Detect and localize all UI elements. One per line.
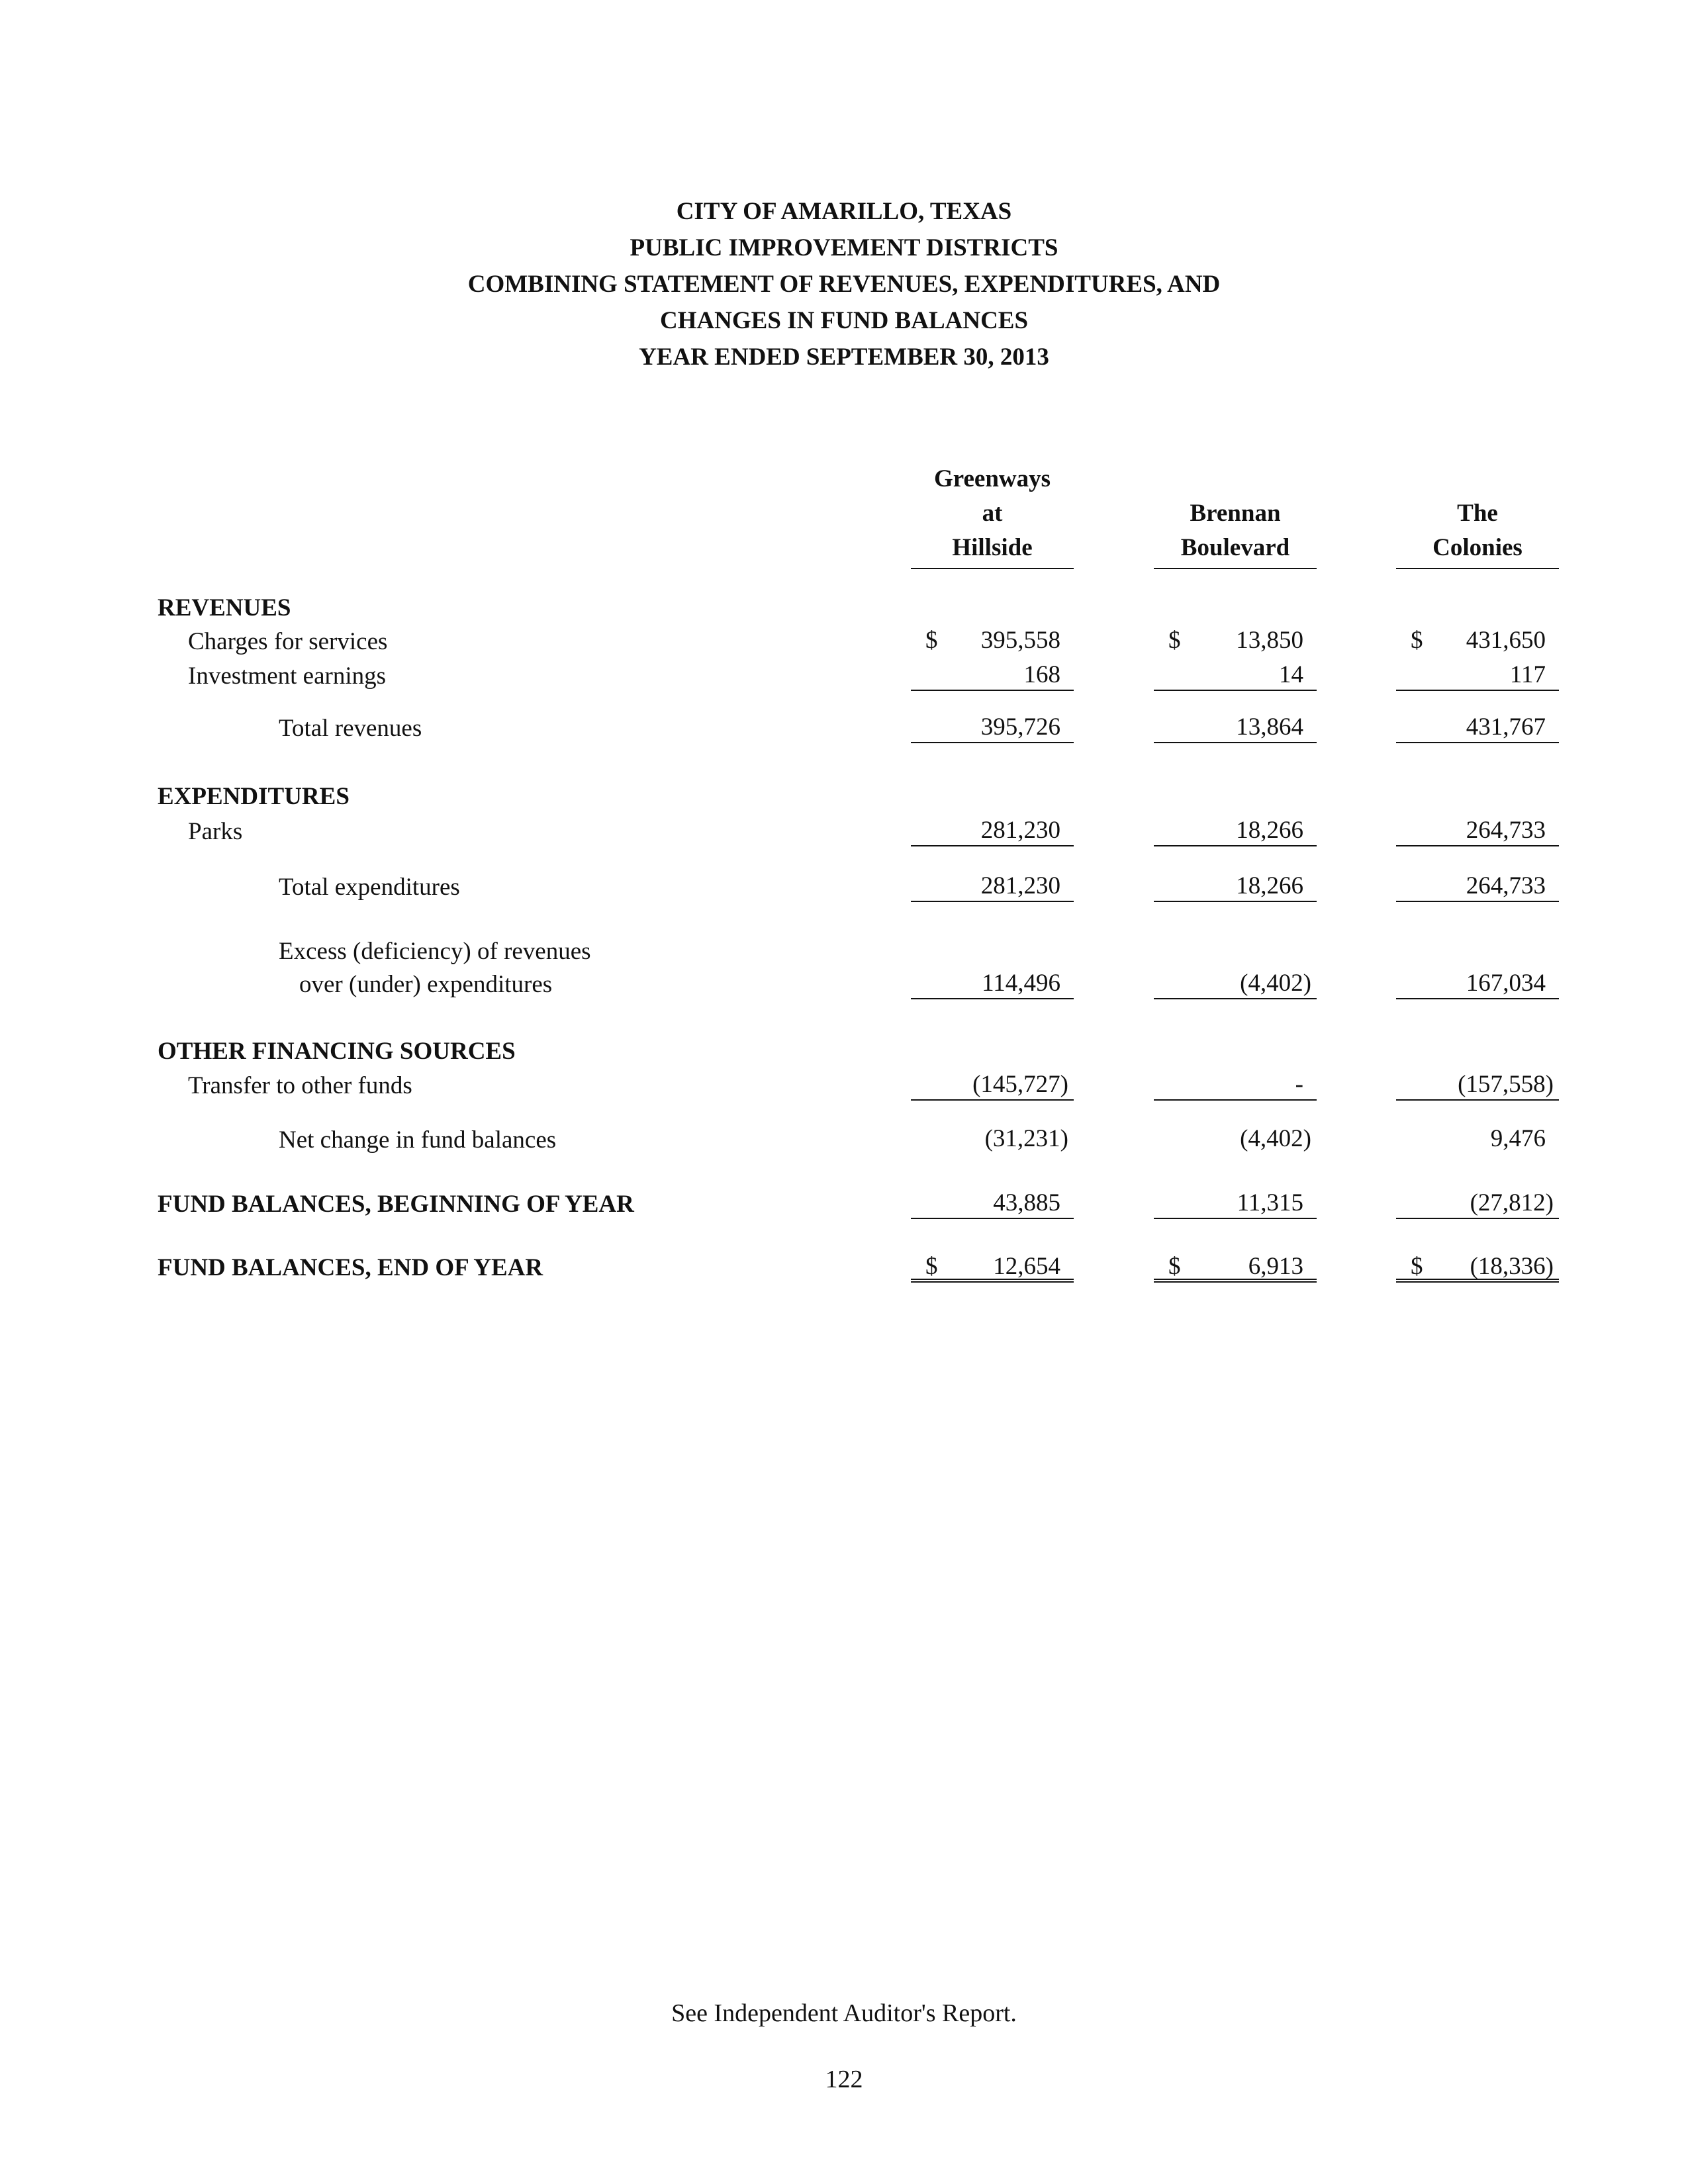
cell-value: (4,402): [1240, 1125, 1311, 1152]
cell-value: 395,558: [980, 627, 1060, 654]
cell-value: (145,727): [972, 1071, 1068, 1098]
row-label: Total expenditures: [279, 874, 460, 901]
column-header-line: Boulevard: [1180, 534, 1290, 561]
cell-value: 395,726: [980, 713, 1060, 741]
cell-value: 14: [1279, 661, 1303, 688]
cell-value: 431,650: [1466, 627, 1546, 654]
cell-value: 168: [1023, 661, 1060, 688]
row-total-revenues: [0, 711, 1688, 746]
section-heading: OTHER FINANCING SOURCES: [158, 1038, 516, 1065]
cell-value: 281,230: [980, 817, 1060, 844]
row-excess-label-line1: [0, 934, 1688, 969]
auditor-report-note: See Independent Auditor's Report.: [671, 1999, 1017, 2027]
cell-brennan: [1154, 1123, 1317, 1155]
cell-value: 281,230: [980, 872, 1060, 899]
currency-symbol: $: [1168, 627, 1181, 654]
cell-colonies: [1396, 711, 1559, 743]
column-header-line: at: [982, 500, 1003, 527]
cell-greenways: [911, 711, 1074, 743]
title-period: YEAR ENDED SEPTEMBER 30, 2013: [639, 343, 1049, 371]
cell-value: 18,266: [1236, 872, 1303, 899]
cell-value: -: [1295, 1071, 1303, 1098]
section-heading: REVENUES: [158, 594, 291, 621]
cell-value: 11,315: [1237, 1189, 1303, 1216]
title-statement-cont: CHANGES IN FUND BALANCES: [659, 307, 1029, 334]
cell-brennan: [1154, 1187, 1317, 1219]
row-label: FUND BALANCES, END OF YEAR: [158, 1254, 543, 1281]
section-expenditures: [0, 780, 1688, 814]
cell-colonies: [1396, 659, 1559, 691]
column-header-line: The: [1457, 500, 1498, 527]
cell-colonies: [1396, 968, 1559, 999]
cell-colonies: [1396, 1069, 1559, 1101]
column-header-line: Colonies: [1432, 534, 1523, 561]
cell-brennan: [1154, 659, 1317, 691]
cell-brennan: [1154, 870, 1317, 902]
cell-value: 431,767: [1466, 713, 1546, 741]
section-revenues: [0, 591, 1688, 625]
cell-value: 264,733: [1466, 872, 1546, 899]
cell-brennan: [1154, 1069, 1317, 1101]
currency-symbol: $: [1411, 627, 1423, 654]
title-statement: COMBINING STATEMENT OF REVENUES, EXPENDITURES, AND: [467, 271, 1221, 298]
column-header-brennan: [1154, 496, 1317, 569]
cell-value: (27,812): [1470, 1189, 1554, 1216]
cell-colonies: [1396, 815, 1559, 846]
cell-greenways: [911, 815, 1074, 846]
cell-colonies: [1396, 625, 1559, 657]
cell-value: 13,850: [1236, 627, 1303, 654]
cell-brennan: [1154, 711, 1317, 743]
row-excess-deficiency: [0, 968, 1688, 1002]
cell-value: 18,266: [1236, 817, 1303, 844]
cell-value: 264,733: [1466, 817, 1546, 844]
section-other-financing: [0, 1034, 1688, 1069]
row-charges-for-services: [0, 625, 1688, 659]
cell-value: 6,913: [1248, 1253, 1303, 1280]
cell-value: (157,558): [1458, 1071, 1554, 1098]
row-label: Investment earnings: [188, 662, 386, 690]
cell-brennan: [1154, 625, 1317, 657]
cell-value: (18,336): [1470, 1253, 1554, 1280]
row-label: over (under) expenditures: [299, 971, 553, 998]
currency-symbol: $: [925, 1253, 938, 1280]
currency-symbol: $: [1411, 1253, 1423, 1280]
row-transfer-to-other-funds: [0, 1069, 1688, 1103]
row-fund-balances-beginning: [0, 1187, 1688, 1222]
row-label: FUND BALANCES, BEGINNING OF YEAR: [158, 1191, 634, 1218]
row-label: Excess (deficiency) of revenues: [279, 938, 591, 965]
title-fund-type: PUBLIC IMPROVEMENT DISTRICTS: [630, 234, 1058, 261]
cell-value: 12,654: [993, 1253, 1060, 1280]
cell-greenways: [911, 625, 1074, 657]
cell-value: 43,885: [993, 1189, 1060, 1216]
title-entity: CITY OF AMARILLO, TEXAS: [676, 198, 1012, 225]
cell-value: 117: [1509, 661, 1546, 688]
cell-brennan: [1154, 1251, 1317, 1283]
row-label: Transfer to other funds: [188, 1072, 412, 1099]
cell-colonies: [1396, 1123, 1559, 1155]
cell-greenways: [911, 1069, 1074, 1101]
column-header-line: Brennan: [1190, 500, 1281, 527]
row-label: Charges for services: [188, 628, 388, 655]
cell-colonies: [1396, 1187, 1559, 1219]
cell-greenways: [911, 870, 1074, 902]
currency-symbol: $: [925, 627, 938, 654]
report-title: [0, 193, 1688, 375]
cell-colonies: [1396, 1251, 1559, 1283]
row-investment-earnings: [0, 659, 1688, 694]
cell-greenways: [911, 659, 1074, 691]
cell-brennan: [1154, 815, 1317, 846]
row-fund-balances-end: [0, 1251, 1688, 1285]
cell-value: (4,402): [1240, 970, 1311, 997]
currency-symbol: $: [1168, 1253, 1181, 1280]
column-header-line: Greenways: [933, 465, 1051, 492]
cell-colonies: [1396, 870, 1559, 902]
row-label: Net change in fund balances: [279, 1126, 557, 1154]
row-label: Total revenues: [279, 715, 422, 742]
row-net-change: [0, 1123, 1688, 1158]
column-header-line: Hillside: [952, 534, 1033, 561]
row-parks: [0, 815, 1688, 849]
cell-greenways: [911, 968, 1074, 999]
cell-value: (31,231): [984, 1125, 1068, 1152]
column-header-colonies: [1396, 496, 1559, 569]
row-label: Parks: [188, 818, 243, 845]
cell-value: 9,476: [1490, 1125, 1546, 1152]
column-header-greenways: [911, 462, 1074, 569]
cell-greenways: [911, 1123, 1074, 1155]
row-total-expenditures: [0, 870, 1688, 905]
cell-greenways: [911, 1187, 1074, 1219]
page-number: 122: [825, 2066, 863, 2093]
cell-value: 114,496: [982, 970, 1060, 997]
cell-greenways: [911, 1251, 1074, 1283]
section-heading: EXPENDITURES: [158, 783, 350, 810]
cell-value: 167,034: [1466, 970, 1546, 997]
cell-brennan: [1154, 968, 1317, 999]
cell-value: 13,864: [1236, 713, 1303, 741]
